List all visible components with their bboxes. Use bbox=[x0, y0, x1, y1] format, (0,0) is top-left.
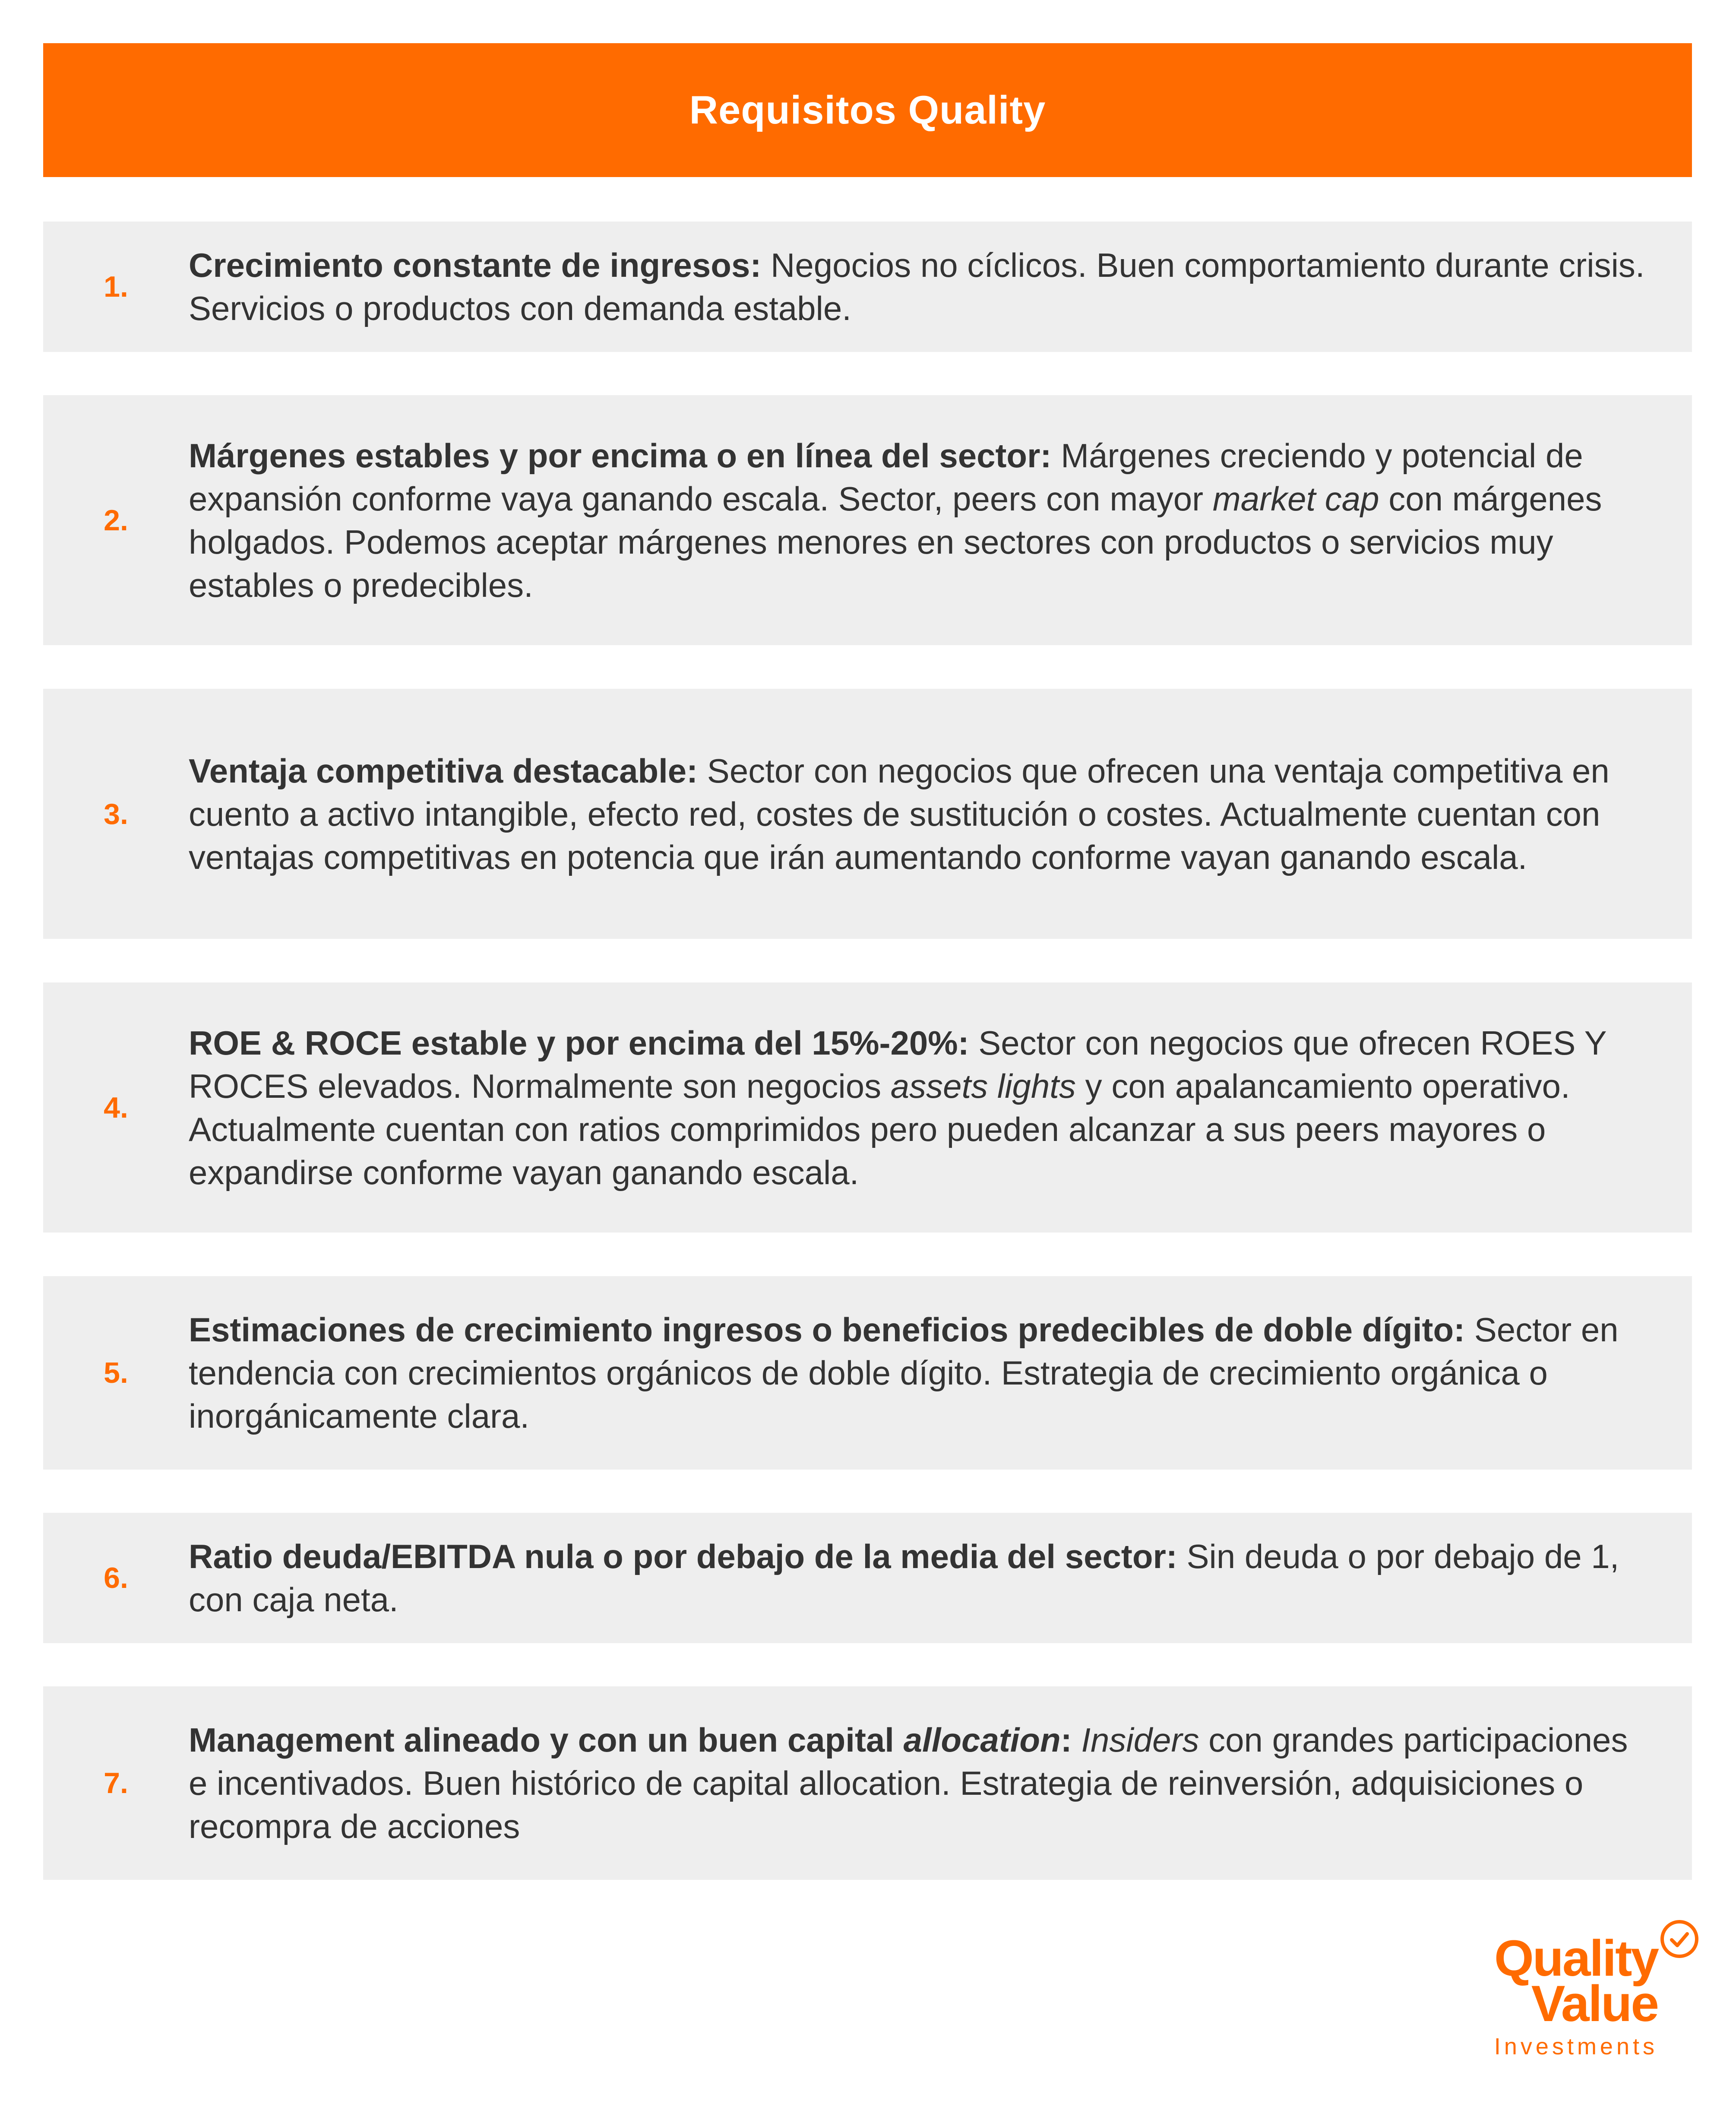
item-text bbox=[189, 434, 1649, 607]
item-title-part: Management alineado y con un buen capital bbox=[189, 1721, 904, 1759]
item-body: con grandes participaciones e incentivados. Buen histórico de capital allocation. Estrategia de reinversión, adquisiciones o recompra de acciones bbox=[189, 1721, 1628, 1845]
list-item bbox=[43, 1276, 1692, 1470]
item-title: Márgenes estables y por encima o en línea del sector: bbox=[189, 436, 1052, 475]
item-body: Sector en tendencia con crecimientos orgánicos de doble dígito. Estrategia de crecimiento orgánica o inorgánicamente clara. bbox=[189, 1311, 1619, 1435]
logo-word-investments: Investments bbox=[1494, 2034, 1658, 2059]
list-item bbox=[43, 395, 1692, 645]
item-body: y con apalancamiento operativo. Actualmente cuentan con ratios comprimidos pero pueden alcanzar a sus peers mayores o expandirse conforme vayan ganando escala. bbox=[189, 1067, 1570, 1191]
check-circle-icon bbox=[1658, 1917, 1701, 1961]
item-title-italic: allocation bbox=[903, 1721, 1061, 1759]
item-text bbox=[189, 244, 1649, 330]
list-item bbox=[43, 1686, 1692, 1880]
item-title: Ratio deuda/EBITDA nula o por debajo de la media del sector: bbox=[189, 1537, 1177, 1575]
item-number: 7. bbox=[104, 1767, 128, 1800]
item-number: 1. bbox=[104, 270, 128, 303]
item-number: 4. bbox=[104, 1091, 128, 1124]
item-text bbox=[189, 1535, 1649, 1621]
item-body: Sin deuda o por debajo de 1, con caja neta. bbox=[189, 1537, 1619, 1619]
item-number: 6. bbox=[104, 1562, 128, 1594]
list-item bbox=[43, 222, 1692, 352]
logo-word-value: Value bbox=[1531, 1975, 1658, 2032]
header-bar bbox=[43, 43, 1692, 177]
item-title bbox=[189, 1721, 1072, 1759]
item-body: Márgenes creciendo y potencial de expansión conforme vaya ganando escala. Sector, peers con mayor bbox=[189, 436, 1583, 518]
page-title: Requisitos Quality bbox=[689, 88, 1046, 132]
item-text bbox=[189, 1718, 1649, 1848]
item-title: Ventaja competitiva destacable: bbox=[189, 751, 698, 790]
list-item bbox=[43, 982, 1692, 1233]
item-body: con márgenes holgados. Podemos aceptar márgenes menores en sectores con productos o servicios muy estables o predecibles. bbox=[189, 479, 1602, 604]
item-body-italic: Insiders bbox=[1072, 1721, 1199, 1759]
item-text bbox=[189, 1021, 1649, 1194]
item-title: Crecimiento constante de ingresos: bbox=[189, 246, 762, 284]
item-number: 3. bbox=[104, 797, 128, 830]
logo-word-quality: Quality bbox=[1494, 1930, 1658, 1987]
item-title: ROE & ROCE estable y por encima del 15%-20%: bbox=[189, 1023, 969, 1062]
item-body: Negocios no cíclicos. Buen comportamiento durante crisis. Servicios o productos con demanda estable. bbox=[189, 246, 1645, 327]
list-item bbox=[43, 1513, 1692, 1643]
item-title-part: : bbox=[1060, 1721, 1072, 1759]
logo bbox=[1464, 1917, 1705, 2073]
item-title: Estimaciones de crecimiento ingresos o beneficios predecibles de doble dígito: bbox=[189, 1311, 1465, 1349]
item-body: Sector con negocios que ofrecen una ventaja competitiva en cuento a activo intangible, efecto red, costes de sustitución o costes. Actualmente cuentan con ventajas competitivas en potencia que irán aumentando conforme vayan ganando escala. bbox=[189, 751, 1610, 876]
item-body-italic: assets lights bbox=[890, 1067, 1076, 1105]
item-number: 2. bbox=[104, 504, 128, 537]
item-text bbox=[189, 1308, 1649, 1438]
item-text bbox=[189, 749, 1649, 879]
item-number: 5. bbox=[104, 1356, 128, 1389]
list-item bbox=[43, 689, 1692, 939]
item-body: Sector con negocios que ofrecen ROES Y ROCES elevados. Normalmente son negocios bbox=[189, 1023, 1606, 1105]
item-body-italic: market cap bbox=[1212, 479, 1379, 518]
